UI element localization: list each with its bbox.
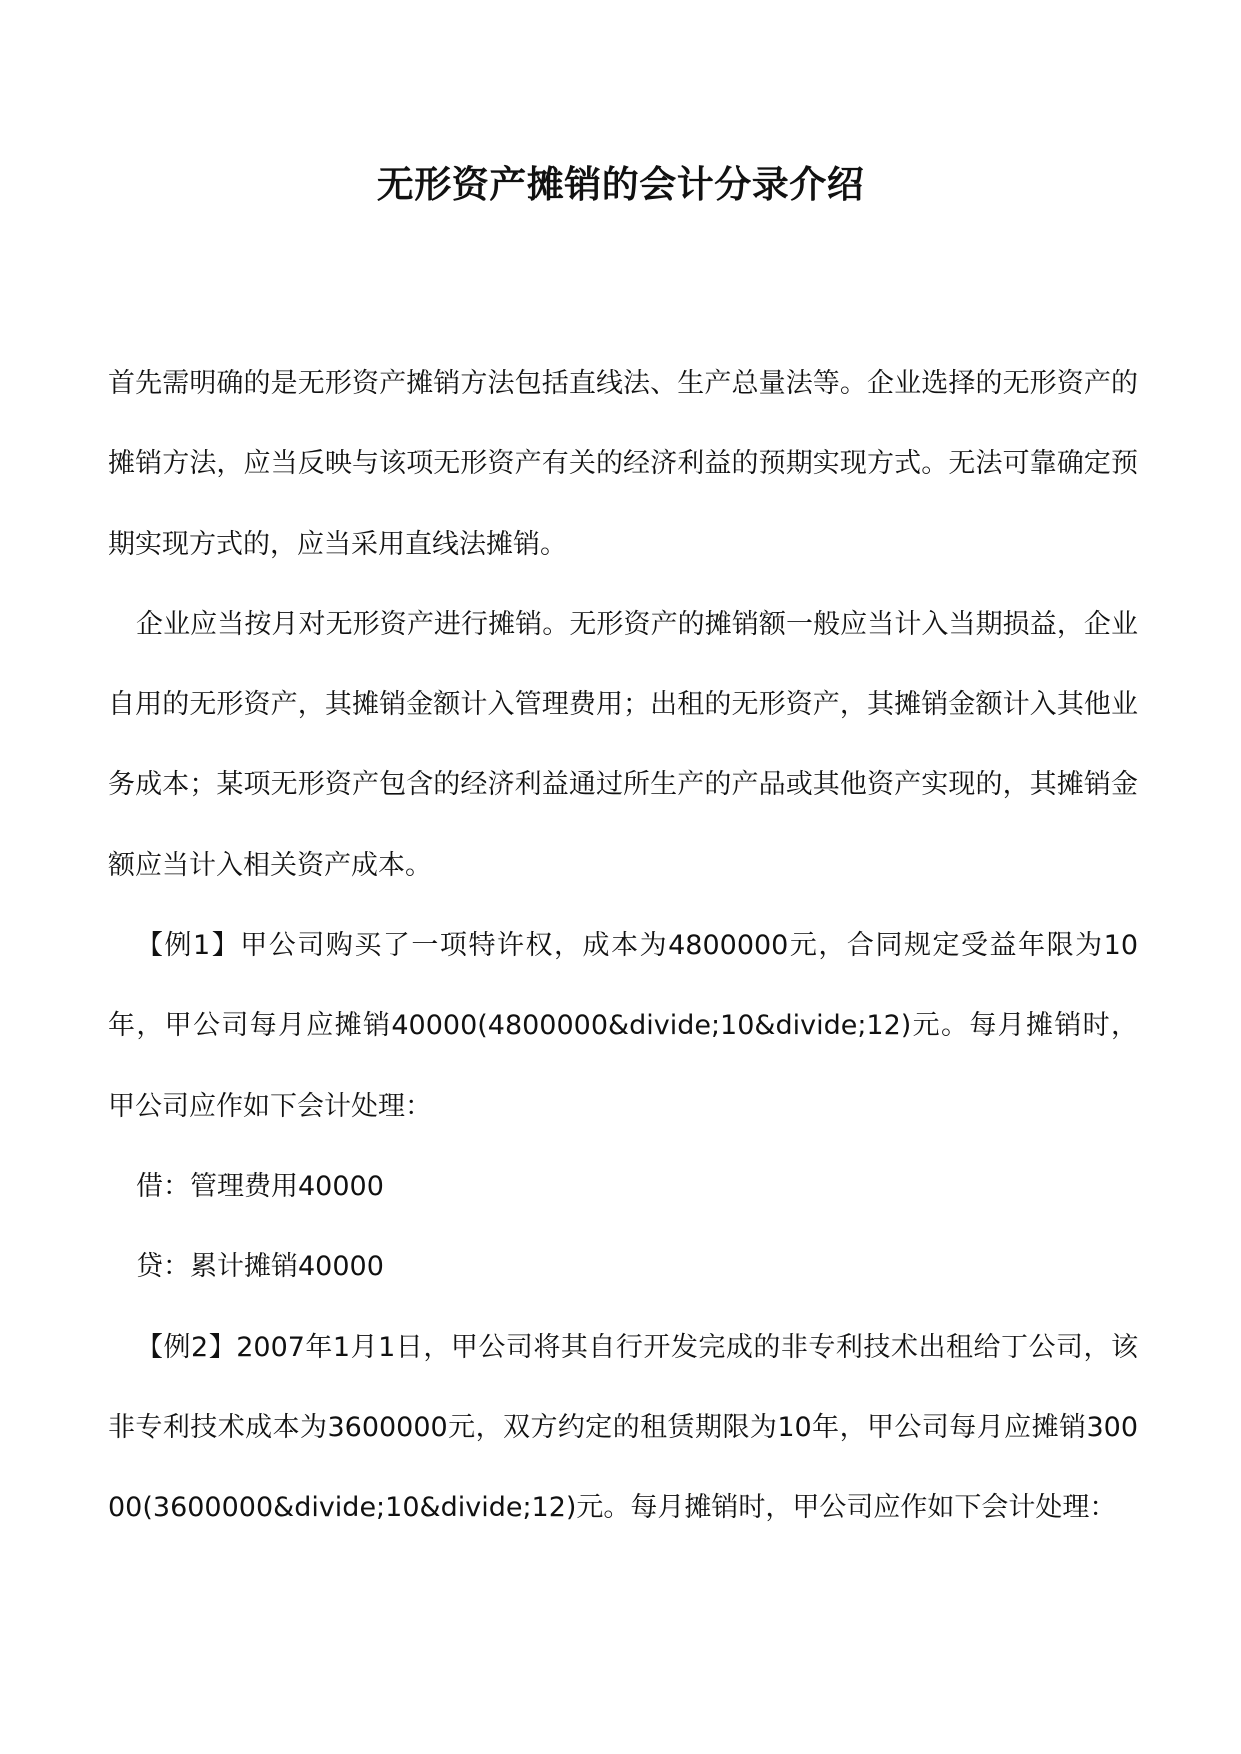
paragraph-example-1: 【例1】甲公司购买了一项特许权，成本为4800000元，合同规定受益年限为10年，甲公司每月应摊销40000(4800000&divide;10&divide;12)元。每月摊销时，甲公司应作如下会计处理： <box>108 930 1138 1122</box>
document-title: 无形资产摊销的会计分录介绍 <box>376 162 865 206</box>
paragraph-monthly-amortization: 企业应当按月对无形资产进行摊销。无形资产的摊销额一般应当计入当期损益，企业自用的无形资产，其摊销金额计入管理费用；出租的无形资产，其摊销金额计入其他业务成本；某项无形资产包含的经济利益通过所生产的产品或其他资产实现的，其摊销金额应当计入相关资产成本。 <box>108 608 1138 881</box>
document-body <box>108 344 1138 1548</box>
paragraph-example-2: 【例2】2007年1月1日，甲公司将其自行开发完成的非专利技术出租给丁公司，该非专利技术成本为3600000元，双方约定的租赁期限为10年，甲公司每月应摊销30000(3600000&divide;10&divide;12)元。每月摊销时，甲公司应作如下会计处理： <box>108 1331 1138 1524</box>
journal-entry-credit: 贷：累计摊销40000 <box>136 1251 384 1283</box>
journal-entry-debit: 借：管理费用40000 <box>136 1170 384 1202</box>
paragraph-amortization-methods: 首先需明确的是无形资产摊销方法包括直线法、生产总量法等。企业选择的无形资产的摊销方法，应当反映与该项无形资产有关的经济利益的预期实现方式。无法可靠确定预期实现方式的，应当采用直线法摊销。 <box>108 368 1138 560</box>
